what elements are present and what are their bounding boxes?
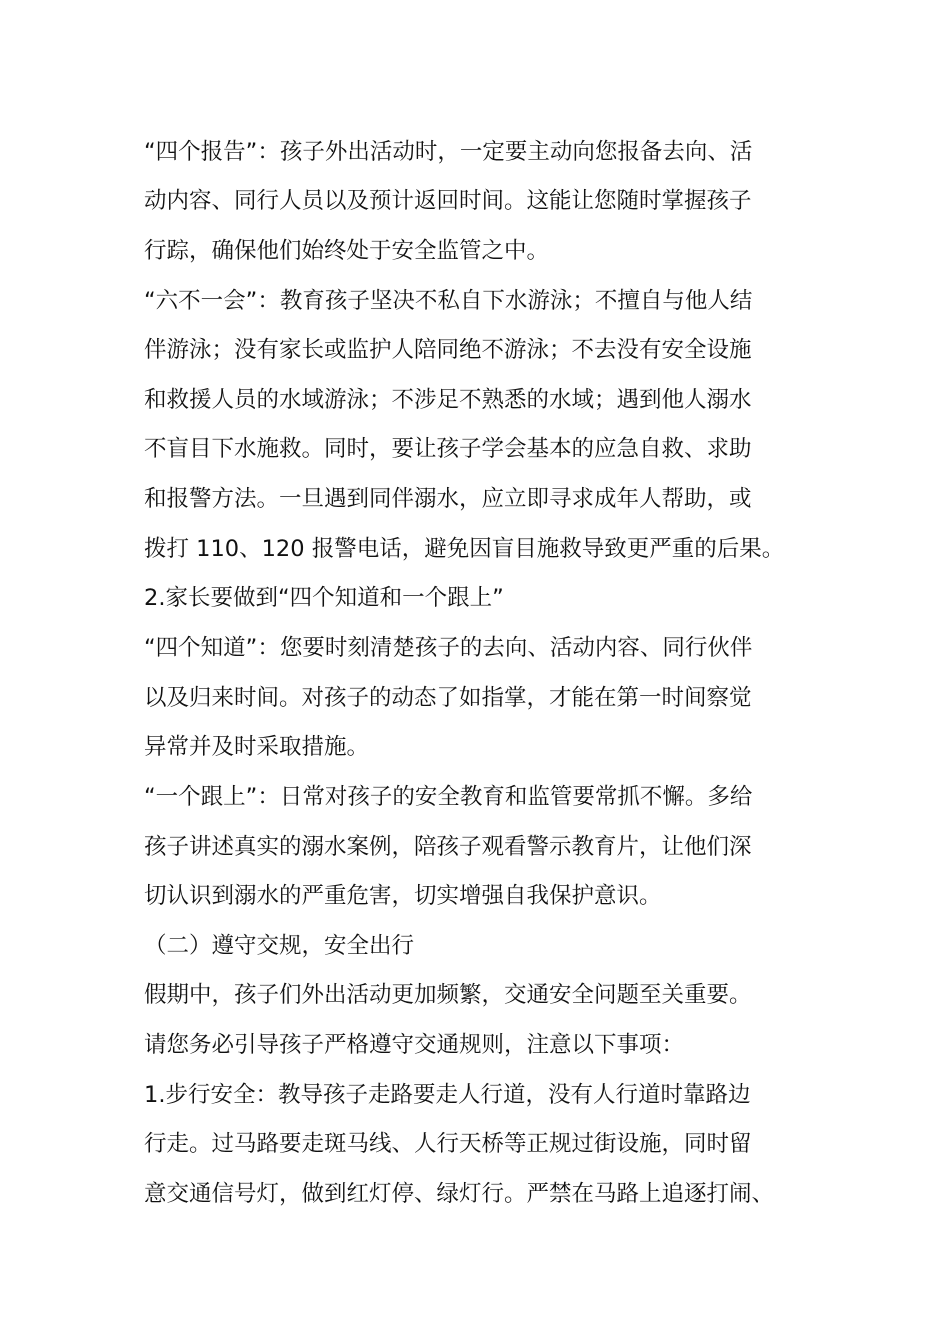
text-line: 不盲目下水施救。同时，要让孩子学会基本的应急自救、求助 bbox=[144, 436, 752, 462]
text-line: 异常并及时采取措施。 bbox=[144, 734, 370, 760]
section-heading: （二）遵守交规，安全出行 bbox=[144, 933, 415, 959]
text-line: 孩子讲述真实的溺水案例，陪孩子观看警示教育片，让他们深 bbox=[144, 834, 752, 860]
section-heading: 2.家长要做到“四个知道和一个跟上” bbox=[144, 585, 504, 611]
text-line: 和救援人员的水域游泳；不涉足不熟悉的水域；遇到他人溺水 bbox=[144, 387, 752, 413]
text-line: 意交通信号灯，做到红灯停、绿灯行。严禁在马路上追逐打闹、 bbox=[144, 1181, 775, 1207]
text-line: 动内容、同行人员以及预计返回时间。这能让您随时掌握孩子 bbox=[144, 188, 752, 214]
text-line: 切认识到溺水的严重危害，切实增强自我保护意识。 bbox=[144, 883, 662, 909]
text-line: 请您务必引导孩子严格遵守交通规则，注意以下事项： bbox=[144, 1032, 685, 1058]
text-line: 行踪，确保他们始终处于安全监管之中。 bbox=[144, 238, 550, 264]
text-line: “六不一会”：教育孩子坚决不私自下水游泳；不擅自与他人结 bbox=[144, 288, 753, 314]
text-line: “一个跟上”：日常对孩子的安全教育和监管要常抓不懈。多给 bbox=[144, 784, 753, 810]
text-line: 1.步行安全：教导孩子走路要走人行道，没有人行道时靠路边 bbox=[144, 1082, 751, 1108]
text-line: “四个知道”：您要时刻清楚孩子的去向、活动内容、同行伙伴 bbox=[144, 635, 753, 661]
text-line: 拨打 110、120 报警电话，避免因盲目施救导致更严重的后果。 bbox=[144, 536, 785, 562]
text-line: “四个报告”：孩子外出活动时，一定要主动向您报备去向、活 bbox=[144, 139, 753, 165]
text-line: 行走。过马路要走斑马线、人行天桥等正规过街设施，同时留 bbox=[144, 1131, 752, 1157]
text-line: 以及归来时间。对孩子的动态了如指掌，才能在第一时间察觉 bbox=[144, 685, 752, 711]
text-line: 和报警方法。一旦遇到同伴溺水，应立即寻求成年人帮助，或 bbox=[144, 486, 752, 512]
text-line: 假期中，孩子们外出活动更加频繁，交通安全问题至关重要。 bbox=[144, 982, 752, 1008]
text-line: 伴游泳；没有家长或监护人陪同绝不游泳；不去没有安全设施 bbox=[144, 337, 752, 363]
